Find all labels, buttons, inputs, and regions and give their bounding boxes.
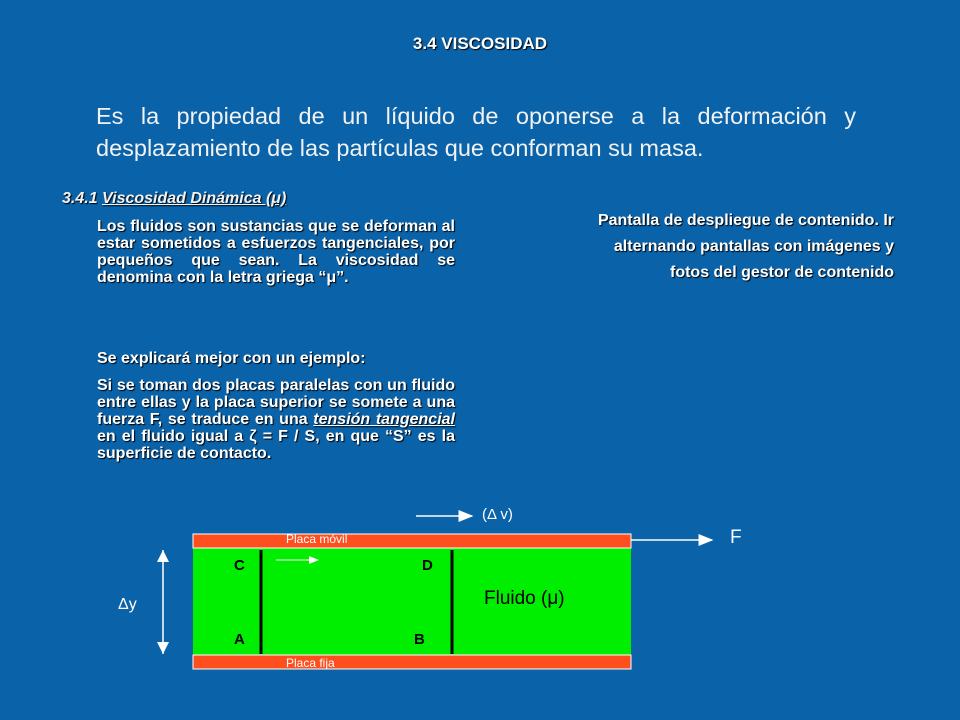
section-number: 3.4.1: [62, 190, 98, 207]
paragraph-example-intro: Se explicará mejor con un ejemplo:: [97, 350, 366, 367]
paragraph-fluids: Los fluidos son sustancias que se deforman al estar sometidos a esfuerzos tangenciales, por pequeños que sean. La viscosidad se denomina con la letra griega “μ”.: [97, 218, 455, 286]
fluid-label: Fluido (μ): [484, 588, 565, 609]
slide-title: 3.4 VISCOSIDAD: [412, 34, 548, 53]
paragraph-example-part1: Si se toman dos placas paralelas con un fluido entre ellas y la placa superior se somete a una fuerza F, se traduce en una: [97, 377, 455, 428]
top-plate-label: Placa móvil: [286, 532, 348, 546]
point-c-label: C: [234, 557, 245, 574]
fluid-region: [193, 548, 631, 655]
force-label: F: [730, 527, 742, 548]
bottom-plate: [193, 655, 631, 669]
velocity-label: (Δ v): [482, 506, 513, 523]
intro-text: Es la propiedad de un líquido de oponerse a la deformación y desplazamiento de las partículas que conforman su masa.: [96, 103, 856, 161]
tension-tangencial-text: tensión tangencial: [313, 411, 455, 428]
bottom-plate-label: Placa fija: [286, 656, 335, 670]
point-a-label: A: [234, 631, 245, 648]
section-title: Viscosidad Dinámica (μ): [102, 190, 287, 207]
paragraph-example-part3: , en que “S” es la superficie de contacto.: [97, 428, 455, 462]
point-d-label: D: [422, 557, 433, 574]
formula-text: ζ = F / S: [249, 428, 316, 445]
dy-label: Δy: [118, 596, 137, 613]
point-b-label: B: [414, 631, 425, 648]
content-note: Pantalla de despliegue de contenido. Ir alternando pantallas con imágenes y fotos del gestor de contenido: [597, 212, 894, 281]
paragraph-example-part2: en el fluido igual a: [97, 428, 244, 445]
top-plate: [193, 534, 631, 548]
